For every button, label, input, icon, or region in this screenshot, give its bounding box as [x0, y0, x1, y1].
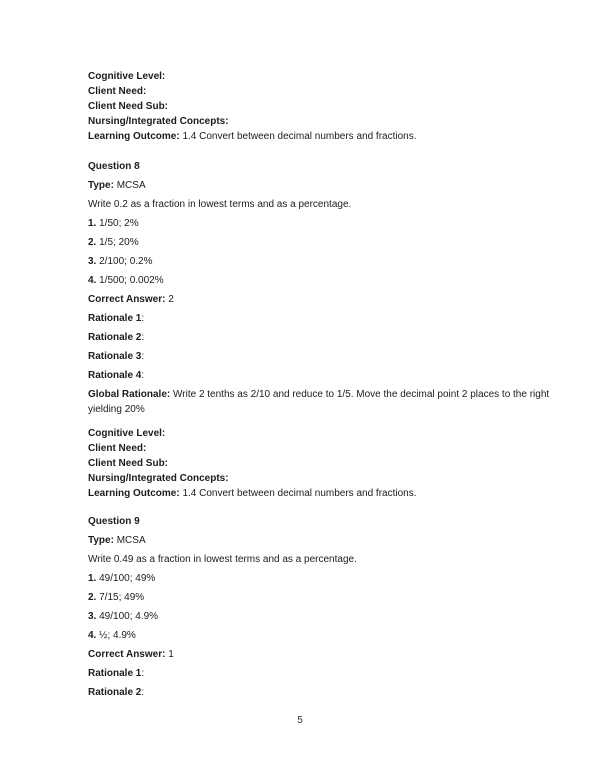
option-text: 2/100; 0.2% [99, 256, 153, 267]
answer-option [88, 609, 554, 624]
metadata-line [88, 426, 554, 441]
metadata-label: Nursing/Integrated Concepts: [88, 473, 229, 484]
correct-answer-label: Correct Answer: [88, 294, 166, 305]
metadata-label: Client Need: [88, 443, 147, 454]
metadata-line [88, 84, 554, 99]
metadata-label: Learning Outcome: [88, 488, 180, 499]
rationale-label: Rationale 1 [88, 313, 142, 324]
metadata-label: Client Need Sub: [88, 458, 169, 469]
metadata-label: Cognitive Level: [88, 428, 166, 439]
metadata-value: 1.4 Convert between decimal numbers and fractions. [182, 488, 417, 499]
global-rationale-label: Global Rationale: [88, 389, 171, 400]
rationale-line [88, 330, 554, 345]
rationale-label: Rationale 1 [88, 668, 142, 679]
question-stem: Write 0.2 as a fraction in lowest terms and as a percentage. [88, 199, 352, 210]
correct-answer-value: 1 [168, 649, 174, 660]
type-value: MCSA [116, 535, 146, 546]
metadata-label: Cognitive Level: [88, 71, 166, 82]
option-number: 4. [88, 275, 97, 286]
question-type-line [88, 178, 554, 193]
rationale-label: Rationale 3 [88, 351, 142, 362]
option-number: 1. [88, 573, 97, 584]
option-text: 1/50; 2% [99, 218, 139, 229]
rationale-label: Rationale 2 [88, 332, 142, 343]
metadata-value: 1.4 Convert between decimal numbers and fractions. [182, 131, 417, 142]
metadata-label: Client Need Sub: [88, 101, 169, 112]
rationale-label: Rationale 4 [88, 370, 142, 381]
metadata-line [88, 441, 554, 456]
correct-answer-label: Correct Answer: [88, 649, 166, 660]
rationale-suffix: : [141, 687, 145, 698]
option-number: 2. [88, 592, 97, 603]
answer-option [88, 571, 554, 586]
metadata-label: Client Need: [88, 86, 147, 97]
option-text: ½; 4.9% [99, 630, 136, 641]
metadata-line [88, 471, 554, 486]
metadata-line [88, 129, 554, 144]
answer-option [88, 273, 554, 288]
question-title: Question 9 [88, 516, 140, 527]
correct-answer-line [88, 647, 554, 662]
global-rationale-text: Write 2 tenths as 2/10 and reduce to 1/5. Move the decimal point 2 places to the right yielding 20% [88, 389, 550, 415]
question-stem: Write 0.49 as a fraction in lowest terms and as a percentage. [88, 554, 357, 565]
metadata-line [88, 114, 554, 129]
option-number: 3. [88, 256, 97, 267]
question-type-line [88, 533, 554, 548]
metadata-line [88, 486, 554, 501]
correct-answer-line [88, 292, 554, 307]
option-text: 49/100; 4.9% [99, 611, 159, 622]
option-text: 1/500; 0.002% [99, 275, 164, 286]
rationale-label: Rationale 2 [88, 687, 142, 698]
answer-option [88, 628, 554, 643]
rationale-line [88, 666, 554, 681]
metadata-block-2 [88, 426, 554, 501]
rationale-line [88, 368, 554, 383]
correct-answer-value: 2 [168, 294, 174, 305]
rationale-suffix: : [141, 332, 145, 343]
rationale-line [88, 311, 554, 326]
answer-option [88, 590, 554, 605]
metadata-line [88, 69, 554, 84]
question-8-block [88, 159, 554, 417]
answer-option [88, 235, 554, 250]
global-rationale [88, 387, 554, 417]
option-number: 4. [88, 630, 97, 641]
type-label: Type: [88, 180, 114, 191]
question-9-block [88, 514, 554, 700]
rationale-suffix: : [141, 313, 145, 324]
metadata-line [88, 99, 554, 114]
option-number: 3. [88, 611, 97, 622]
type-label: Type: [88, 535, 114, 546]
rationale-line [88, 685, 554, 700]
answer-option [88, 254, 554, 269]
option-text: 1/5; 20% [99, 237, 139, 248]
document-page [88, 69, 554, 704]
page-number: 5 [297, 715, 303, 726]
rationale-suffix: : [141, 370, 145, 381]
metadata-line [88, 456, 554, 471]
rationale-line [88, 349, 554, 364]
metadata-label: Nursing/Integrated Concepts: [88, 116, 229, 127]
metadata-label: Learning Outcome: [88, 131, 180, 142]
option-text: 7/15; 49% [99, 592, 145, 603]
type-value: MCSA [116, 180, 146, 191]
option-number: 1. [88, 218, 97, 229]
question-title: Question 8 [88, 161, 140, 172]
rationale-suffix: : [141, 668, 145, 679]
rationale-suffix: : [141, 351, 145, 362]
option-text: 49/100; 49% [99, 573, 156, 584]
metadata-block-1 [88, 69, 554, 144]
answer-option [88, 216, 554, 231]
option-number: 2. [88, 237, 97, 248]
